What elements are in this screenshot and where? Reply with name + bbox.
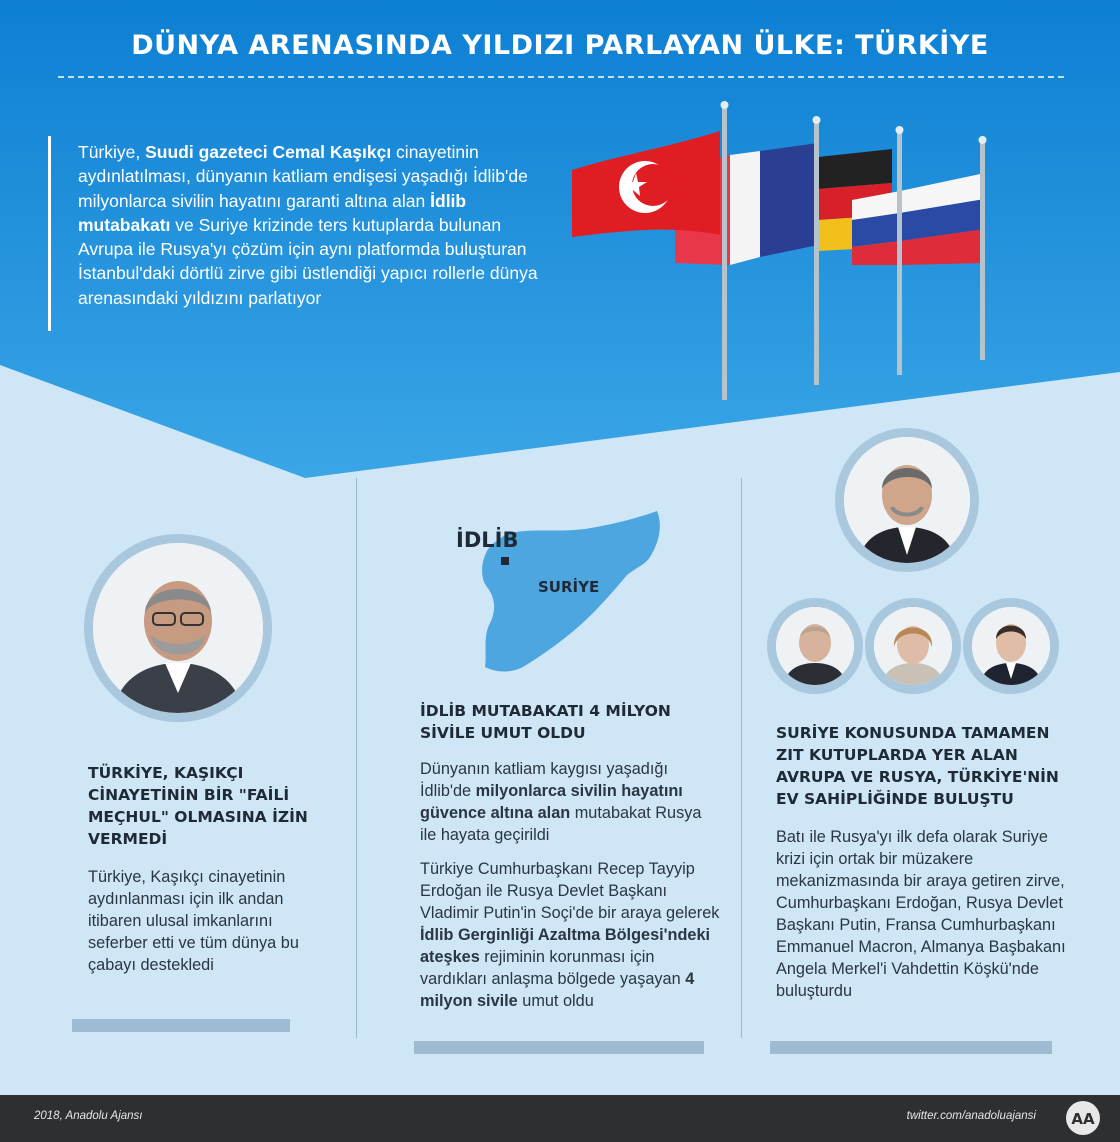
right-body: Batı ile Rusya'yı ilk defa olarak Suriye krizi için ortak bir müzakere mekanizmasında bir araya getiren zirve, Cumhurbaşkanı Erdoğan, Rusya Devlet Başkanı Putin, Fransa Cumhurbaşkanı Emmanuel Macron, Almanya Başbakanı Angela Merkel'i Vahdettin Köşkü'nde buluşturdu bbox=[776, 828, 1066, 1000]
person-icon bbox=[93, 543, 263, 713]
anadolu-logo bbox=[1066, 1101, 1100, 1135]
turkey-flag bbox=[572, 131, 720, 237]
middle-paragraph-1: Dünyanın katliam kaygısı yaşadığı İdlib'de milyonlarca sivilin hayatını güvence altına alan mutabakat Rusya ile hayata geçirildi bbox=[420, 760, 702, 844]
map-city-label: İDLİB bbox=[456, 528, 519, 552]
erdogan-portrait bbox=[835, 428, 979, 572]
left-body: Türkiye, Kaşıkçı cinayetinin aydınlanması için ilk andan itibaren ulusal imkanlarını seferber etti ve tüm dünya bu çabayı destekledi bbox=[88, 868, 299, 974]
title-divider bbox=[58, 76, 1064, 78]
middle-paragraph-2: Türkiye Cumhurbaşkanı Recep Tayyip Erdoğan ile Rusya Devlet Başkanı Vladimir Putin'in Soçi'de bir araya gelerek İdlib Gerginliği Azaltma Bölgesi'ndeki ateşkes rejiminin korunması için vardıkları anlaşma bölgede yaşayan 4 milyon sivile umut oldu bbox=[420, 860, 720, 1010]
footer-copyright: 2018, Anadolu Ajansı bbox=[34, 1110, 143, 1122]
middle-section-bar bbox=[414, 1041, 704, 1054]
person-icon bbox=[776, 607, 854, 685]
footer bbox=[0, 1095, 1120, 1142]
person-icon bbox=[844, 437, 970, 563]
column-divider bbox=[741, 478, 742, 1038]
intro-text: Türkiye, Suudi gazeteci Cemal Kaşıkçı cinayetinin aydınlatılması, dünyanın katliam endişesi yaşadığı İdlib'de milyonlarca sivilin hayatını garanti altına alan İdlib mutabakatı ve Suriye krizinde ters kutuplarda bulunan Avrupa ile Rusya'yı çözüm için aynı platformda buluşturan İstanbul'daki dörtlü zirve gibi üstlendiği yapıcı rollerle dünya arenasındaki yıldızını parlatıyor bbox=[78, 142, 538, 308]
person-icon bbox=[874, 607, 952, 685]
person-icon bbox=[972, 607, 1050, 685]
map-country-label: SURİYE bbox=[538, 578, 600, 596]
merkel-portrait bbox=[865, 598, 961, 694]
svg-text:AA: AA bbox=[1071, 1110, 1095, 1128]
putin-portrait bbox=[767, 598, 863, 694]
page-title: DÜNYA ARENASINDA YILDIZI PARLAYAN ÜLKE: TÜRKİYE bbox=[131, 30, 989, 61]
footer-twitter: twitter.com/anadoluajansi bbox=[906, 1110, 1036, 1122]
idlib-marker bbox=[501, 557, 509, 565]
left-column bbox=[88, 762, 318, 976]
anadolu-logo-icon bbox=[1066, 1101, 1100, 1135]
kashoggi-portrait bbox=[84, 534, 272, 722]
right-section-bar bbox=[770, 1041, 1052, 1054]
left-section-bar bbox=[72, 1019, 290, 1032]
intro-accent-bar bbox=[48, 136, 51, 331]
column-divider bbox=[356, 478, 357, 1038]
middle-column bbox=[420, 700, 720, 1012]
macron-portrait bbox=[963, 598, 1059, 694]
right-heading: SURİYE KONUSUNDA TAMAMEN ZIT KUTUPLARDA YER ALAN AVRUPA VE RUSYA, TÜRKİYE'NİN EV SAHİPLİĞİNDE BULUŞTU bbox=[776, 724, 1059, 808]
flags-illustration bbox=[560, 95, 1010, 405]
middle-heading: İDLİB MUTABAKATI 4 MİLYON SİVİLE UMUT OLDU bbox=[420, 702, 671, 742]
right-column bbox=[776, 722, 1066, 1002]
left-heading: TÜRKİYE, KAŞIKÇI CİNAYETİNİN BİR "FAİLİ MEÇHUL" OLMASINA İZİN VERMEDİ bbox=[88, 764, 308, 848]
